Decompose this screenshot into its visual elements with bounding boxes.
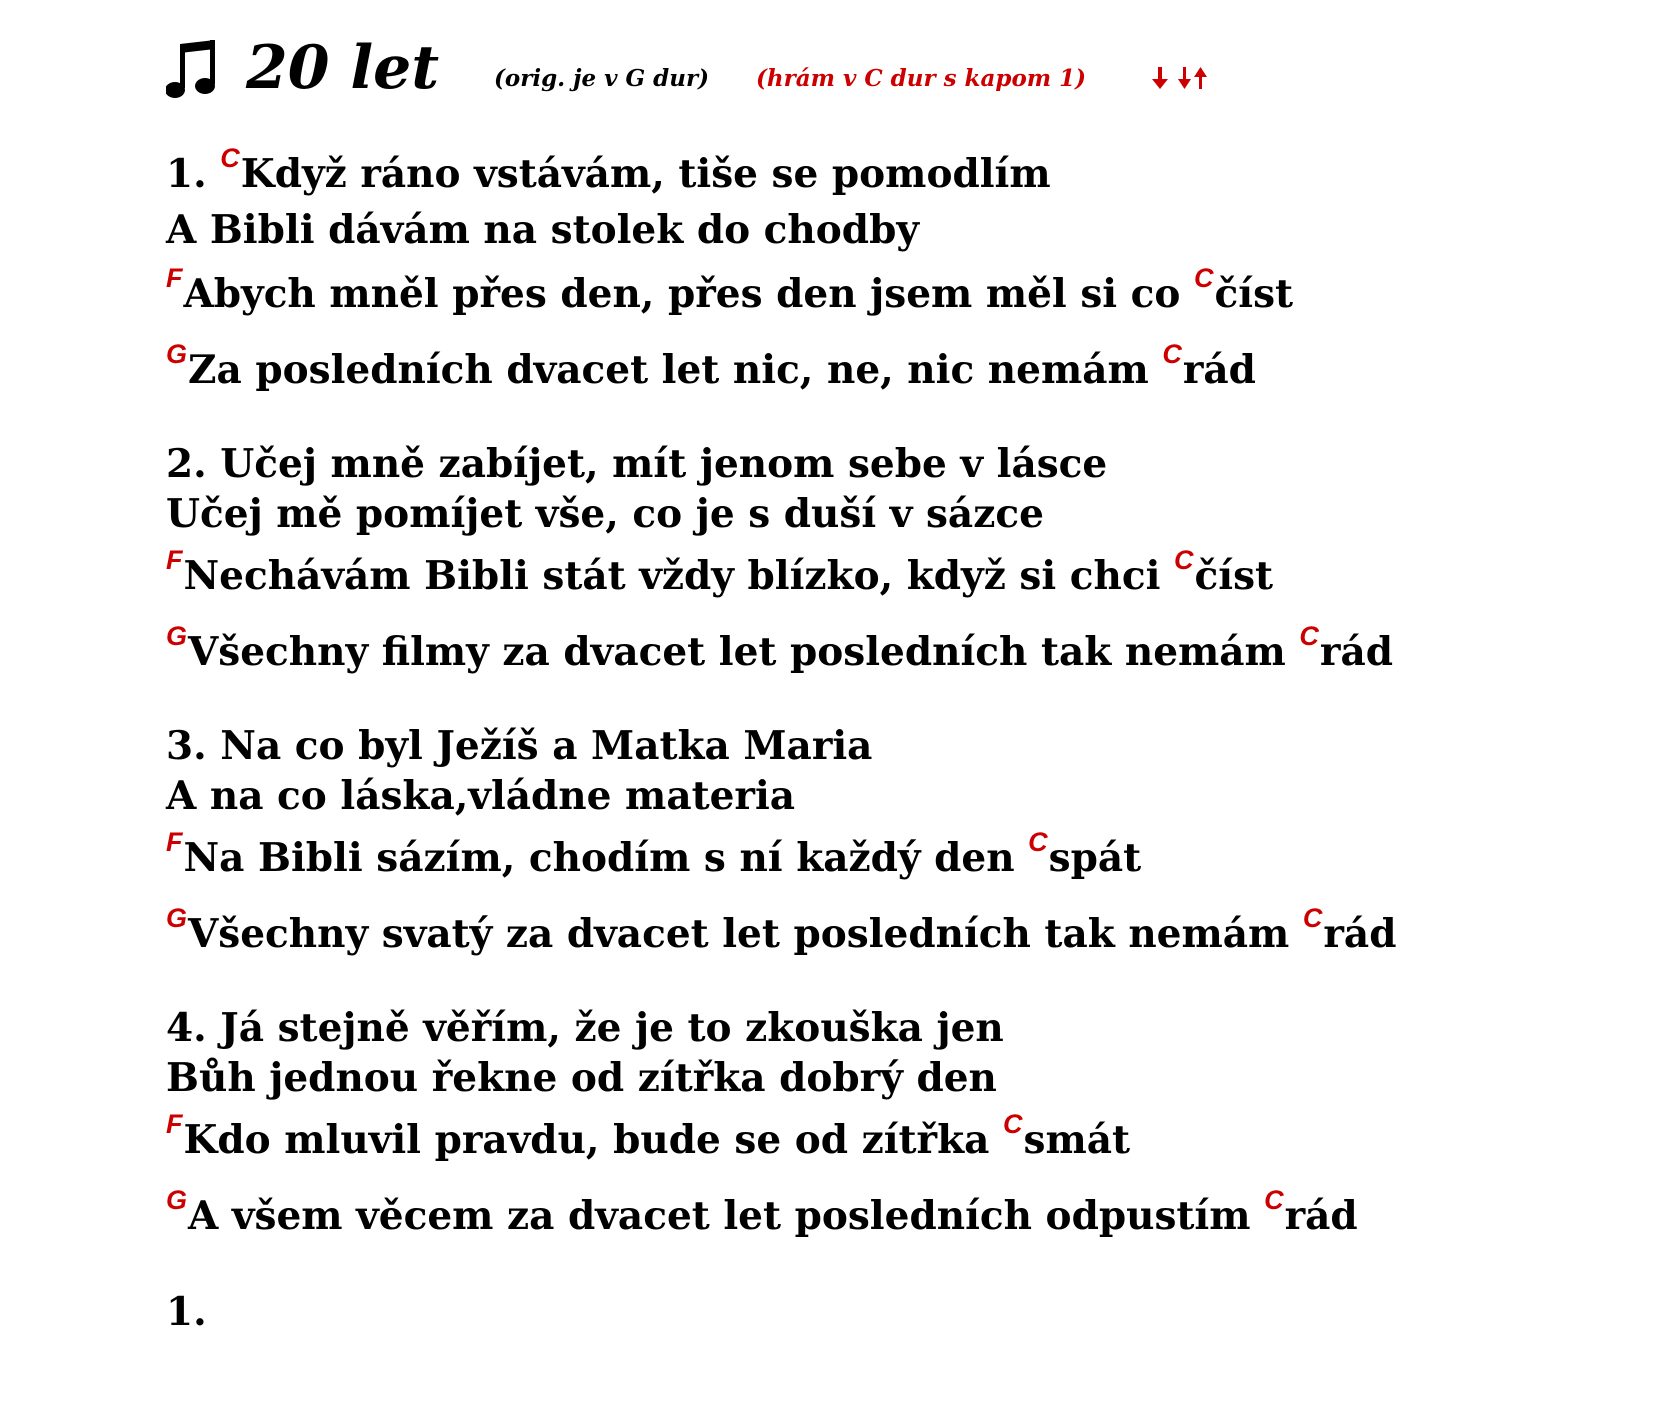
lyric-line <box>166 339 1256 398</box>
music-note-icon <box>166 40 220 102</box>
chord-label: F <box>166 1109 183 1139</box>
lyric-text: Bůh jednou řekne od zítřka dobrý den <box>166 1055 997 1101</box>
chord-label: G <box>166 621 188 651</box>
chord-label: C <box>1302 903 1323 933</box>
capo-key-note: (hrám v C dur s kapom 1) <box>756 65 1087 92</box>
lyric-text: 4. Já stejně věřím, že je to zkouška jen <box>166 1005 1004 1051</box>
lyric-text: Všechny filmy za dvacet let posledních tak nemám <box>188 629 1300 675</box>
lyric-text: Abych mněl přes den, přes den jsem měl si co <box>183 271 1195 317</box>
lyric-text: smát <box>1023 1117 1130 1163</box>
chord-label: F <box>166 827 183 857</box>
lyric-text: spát <box>1048 835 1142 881</box>
lyric-line <box>166 903 1397 962</box>
lyric-text: číst <box>1194 553 1274 599</box>
chord-label: C <box>1299 621 1319 651</box>
transpose-controls <box>1152 62 1208 94</box>
verse-number: 1. <box>166 151 221 197</box>
chord-label: C <box>1002 1109 1023 1139</box>
song-header <box>166 28 1466 108</box>
lyric-line <box>166 827 1142 886</box>
lyric-text: 2. Učej mně zabíjet, mít jenom sebe v lásce <box>166 441 1108 487</box>
lyric-text: Kdo mluvil pravdu, bude se od zítřka <box>183 1117 1003 1163</box>
lyric-text: Všechny svatý za dvacet let posledních tak nemám <box>188 911 1303 957</box>
arrow-down-icon[interactable] <box>1152 66 1168 90</box>
lyric-line <box>166 1109 1130 1168</box>
arrow-down-up-icon[interactable] <box>1178 66 1208 90</box>
lyric-text: rád <box>1323 911 1397 957</box>
lyric-text: Když ráno vstávám, tiše se pomodlím <box>240 151 1051 197</box>
lyric-text: Nechávám Bibli stát vždy blízko, když si chci <box>183 553 1175 599</box>
chord-label: C <box>1162 339 1182 369</box>
lyric-text: 1. <box>166 1289 207 1335</box>
lyric-line <box>166 1004 1004 1052</box>
chord-label: F <box>166 545 183 575</box>
lyric-line <box>166 1185 1358 1244</box>
lyric-line <box>166 722 872 770</box>
lyric-line <box>166 772 795 820</box>
chord-label: G <box>166 903 188 933</box>
lyric-text: číst <box>1214 271 1294 317</box>
lyric-line <box>166 545 1274 604</box>
lyric-line <box>166 490 1044 538</box>
chord-label: C <box>1174 545 1194 575</box>
lyric-text: Za posledních dvacet let nic, ne, nic nemám <box>188 347 1163 393</box>
lyric-text: rád <box>1284 1193 1358 1239</box>
lyric-text: rád <box>1319 629 1393 675</box>
chord-label: G <box>166 1185 188 1215</box>
chord-label: C <box>1028 827 1048 857</box>
song-title: 20 let <box>246 33 440 103</box>
lyric-text: A na co láska,vládne materia <box>166 773 796 819</box>
lyric-text: rád <box>1182 347 1256 393</box>
chord-label: C <box>1194 263 1214 293</box>
chord-label: C <box>220 143 240 173</box>
lyric-line <box>166 440 1107 488</box>
original-key-note: (orig. je v G dur) <box>494 65 709 92</box>
lyric-text: 3. Na co byl Ježíš a Matka Maria <box>166 723 873 769</box>
lyric-line <box>166 1288 207 1336</box>
lyric-text: A všem věcem za dvacet let posledních odpustím <box>188 1193 1265 1239</box>
lyric-text: Na Bibli sázím, chodím s ní každý den <box>183 835 1029 881</box>
lyric-line <box>166 263 1294 322</box>
chord-label: G <box>166 339 188 369</box>
chord-label: F <box>166 263 183 293</box>
lyric-line <box>166 206 919 254</box>
lyric-text: A Bibli dávám na stolek do chodby <box>166 207 919 253</box>
chord-label: C <box>1264 1185 1284 1215</box>
lyric-line <box>166 143 1051 202</box>
lyric-text: Učej mě pomíjet vše, co je s duší v sázce <box>166 491 1044 537</box>
lyric-line <box>166 621 1393 680</box>
lyric-line <box>166 1054 997 1102</box>
